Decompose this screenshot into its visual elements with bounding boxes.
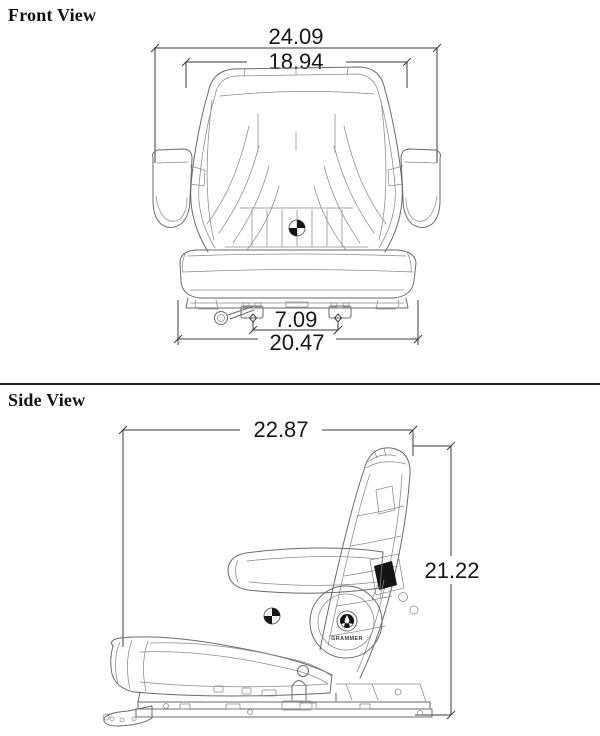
dimension-base-width-value: 20.47 bbox=[269, 330, 325, 355]
center-of-gravity-icon-side bbox=[264, 608, 280, 624]
dimension-overall-height bbox=[413, 442, 480, 719]
dimension-overall-depth-value: 22.87 bbox=[253, 417, 309, 442]
dimension-mount-spacing-value: 7.09 bbox=[274, 307, 318, 332]
front-view-label: Front View bbox=[8, 5, 97, 25]
armrest-side bbox=[228, 548, 384, 600]
seat-cushion-side bbox=[111, 637, 332, 696]
dimension-overall-height-value: 21.22 bbox=[424, 558, 480, 583]
seat-backrest bbox=[191, 67, 403, 252]
dimension-overall-width-value: 24.09 bbox=[268, 24, 324, 49]
right-armrest bbox=[388, 149, 440, 228]
brand-text: GRAMMER bbox=[331, 636, 363, 642]
left-armrest bbox=[153, 149, 205, 228]
center-of-gravity-icon bbox=[289, 220, 305, 236]
brand-badge-icon bbox=[337, 611, 357, 631]
dimension-backrest-width-value: 18.94 bbox=[268, 49, 324, 74]
seat-cushion-front bbox=[180, 250, 416, 298]
seat-backrest-side bbox=[320, 448, 410, 678]
side-view-drawing bbox=[0, 384, 600, 736]
side-view-label: Side View bbox=[8, 390, 86, 410]
suspension-frame bbox=[138, 666, 426, 703]
slide-lever-front bbox=[215, 306, 255, 325]
slide-rail bbox=[136, 701, 432, 717]
recline-disc bbox=[310, 586, 382, 658]
